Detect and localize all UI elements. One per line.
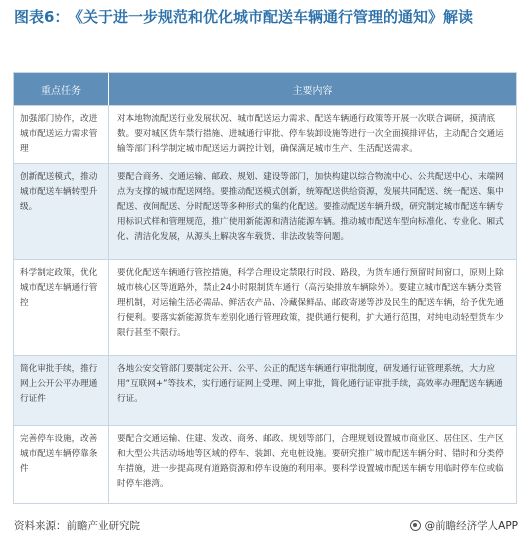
source-note: 资料来源：前瞻产业研究院 xyxy=(14,519,140,532)
figure-title-text: 《关于进一步规范和优化城市配送车辆通行管理的通知》解读 xyxy=(75,8,473,26)
task-cell: 简化审批手续，推行网上公开公平办理通行证件 xyxy=(14,356,109,425)
content-cell: 要配合交通运输、住建、发改、商务、邮政、规划等部门，合理规划设置城市商业区、居住区、生产区和大型公共活动场地等区域的停车、装卸、充电桩设施。要研究推广城市配送车辆分时、错时和分类停车措施，进一步提高现有道路资源和停车设施的利用率。要科学设置城市配送车辆专用临时停车位或临时停车港湾。 xyxy=(117,434,504,489)
figure-label: 图表6： xyxy=(14,8,70,26)
brand-logo-icon xyxy=(410,520,421,531)
figure-title xyxy=(14,8,520,26)
header-task: 重点任务 xyxy=(14,73,109,105)
table-row xyxy=(14,259,516,355)
task-cell: 加强部门协作，改进城市配送运力需求管理 xyxy=(14,106,109,163)
task-cell: 创新配送模式，推动城市配送车辆转型升级。 xyxy=(14,164,109,259)
content-cell: 对本地物流配送行业发展状况、城市配送运力需求、配送车辆通行政策等开展一次联合调研，摸清底数。要对城区货车禁行措施、进城通行审批、停车装卸设施等进行一次全面摸排评估，主动配合交通运输等部门科学制定城市配送运力调控计划，确保满足城市生产、生活配送需求。 xyxy=(117,114,504,154)
policy-table xyxy=(13,72,517,504)
table-header xyxy=(14,73,516,105)
brand-text: @前瞻经济学人APP xyxy=(424,519,518,532)
table-row xyxy=(14,355,516,425)
header-content: 主要内容 xyxy=(292,85,333,97)
footer xyxy=(14,515,518,535)
table-row xyxy=(14,105,516,163)
table-row xyxy=(14,163,516,259)
content-cell: 要优化配送车辆通行管控措施，科学合理设定禁限行时段、路段，为货车通行预留时间窗口，原则上除城市核心区等道路外，禁止24小时限制货车通行（高污染排放车辆除外）。要建立城市配送车辆分类管理机制，对运输生活必需品、鲜活农产品、冷藏保鲜品、邮政寄递等涉及民生的配送车辆，给予优先通行便利。要落实新能源货车差别化通行管理政策，提供通行便利，扩大通行范围，对纯电动轻型货车少限行甚至不限行。 xyxy=(117,268,504,338)
task-cell: 科学制定政策，优化城市配送车辆通行管控 xyxy=(14,260,109,355)
content-cell: 要配合商务、交通运输、邮政、规划、建设等部门，加快构建以综合物流中心、公共配送中心、末端网点为支撑的城市配送网络。要推动配送模式创新，统筹配送供给资源，发展共同配送、统一配送、集中配送、夜间配送、分时配送等多种形式的集约化配送。要推动配送车辆升级，研究制定城市配送车辆专用标识式样和管理规范，推广使用新能源和清洁能源车辆。推动城市配送车型向标准化、专业化、厢式化、清洁化发展，从源头上解决客车载货、非法改装等问题。 xyxy=(117,172,504,242)
table-row xyxy=(14,425,516,503)
content-cell: 各地公安交管部门要制定公开、公平、公正的配送车辆通行审批制度，研发通行证管理系统，大力应用“互联网+”等技术，实行通行证网上受理、网上审批，简化通行证审批手续，高效率办理配送车辆通行证。 xyxy=(117,364,503,404)
task-cell: 完善停车设施，改善城市配送车辆停靠条件 xyxy=(14,426,109,503)
brand xyxy=(410,518,518,533)
